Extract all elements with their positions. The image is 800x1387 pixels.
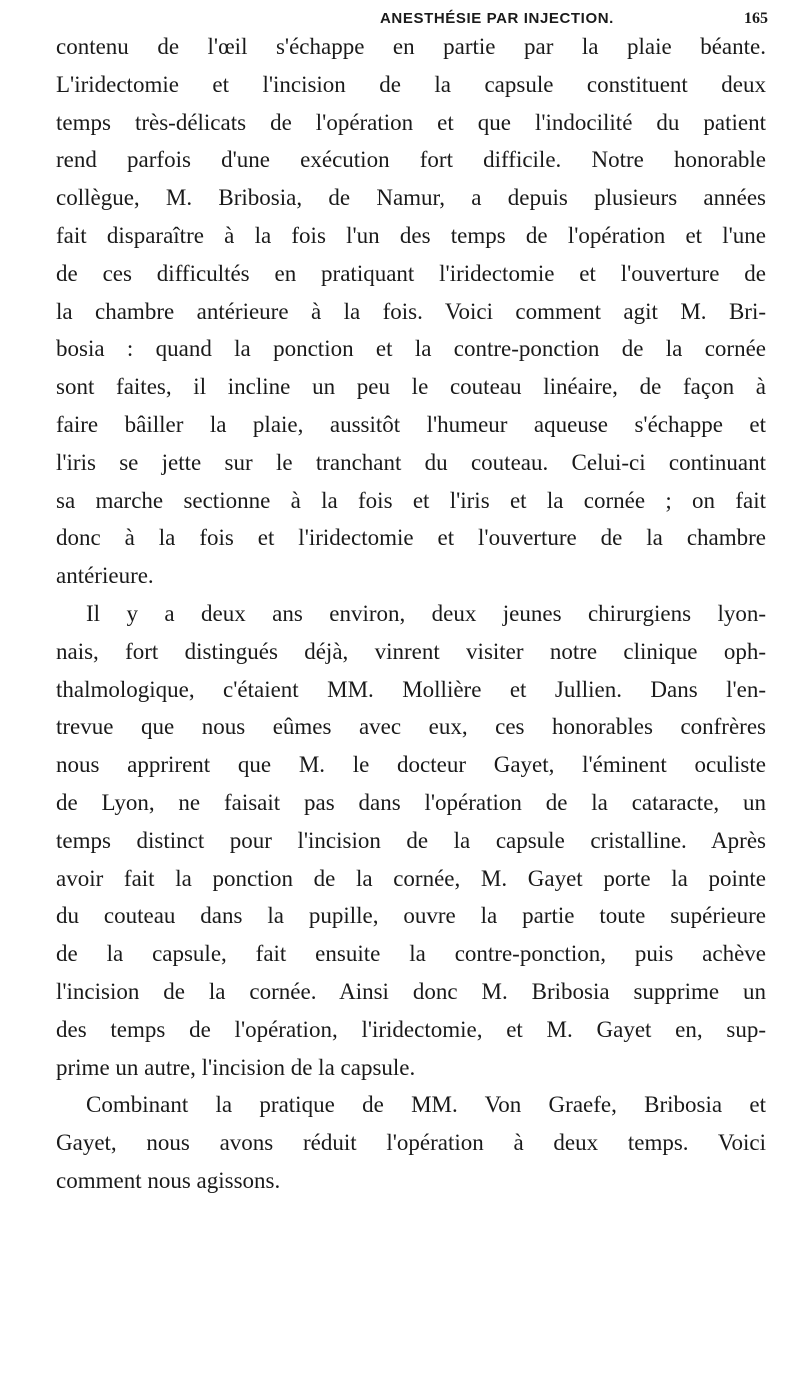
text-line: sont faites, il incline un peu le couteau linéaire, de façon à (56, 374, 766, 400)
body-text (56, 28, 766, 1200)
text-line: des temps de l'opération, l'iridectomie, et M. Gayet en, sup- (56, 1016, 766, 1042)
text-line: nais, fort distingués déjà, vinrent visiter notre clinique oph- (56, 638, 766, 664)
text-line: antérieure. (56, 563, 154, 589)
text-line: Combinant la pratique de MM. Von Graefe, Bribosia et (86, 1092, 766, 1118)
text-line: de la capsule, fait ensuite la contre-ponction, puis achève (56, 941, 766, 967)
text-line: donc à la fois et l'iridectomie et l'ouverture de la chambre (56, 525, 766, 551)
text-line: de ces difficultés en pratiquant l'iridectomie et l'ouverture de (56, 260, 766, 286)
text-line: collègue, M. Bribosia, de Namur, a depuis plusieurs années (56, 185, 766, 211)
text-line: rend parfois d'une exécution fort difficile. Notre honorable (56, 147, 766, 173)
paragraph-2 (56, 595, 766, 1086)
text-line: contenu de l'œil s'échappe en partie par la plaie béante. (56, 34, 766, 59)
text-line: de Lyon, ne faisait pas dans l'opération de la cataracte, un (56, 789, 766, 815)
running-title: ANESTHÉSIE PAR INJECTION. (380, 10, 614, 27)
text-line: comment nous agissons. (56, 1167, 281, 1193)
text-line: Il y a deux ans environ, deux jeunes chirurgiens lyon- (86, 600, 766, 626)
text-line: thalmologique, c'étaient MM. Mollière et Jullien. Dans l'en- (56, 676, 766, 702)
text-line: sa marche sectionne à la fois et l'iris et la cornée ; on fait (56, 487, 766, 513)
text-line: prime un autre, l'incision de la capsule. (56, 1054, 416, 1080)
text-line: l'iris se jette sur le tranchant du couteau. Celui-ci continuant (56, 449, 766, 475)
text-line: avoir fait la ponction de la cornée, M. Gayet porte la pointe (56, 865, 766, 891)
text-line: L'iridectomie et l'incision de la capsule constituent deux (56, 71, 766, 97)
page-number: 165 (744, 10, 768, 27)
text-line: bosia : quand la ponction et la contre-ponction de la cornée (56, 336, 766, 362)
text-line: la chambre antérieure à la fois. Voici comment agit M. Bri- (56, 298, 766, 324)
text-line: trevue que nous eûmes avec eux, ces honorables confrères (56, 714, 766, 740)
text-line: temps très-délicats de l'opération et que l'indocilité du patient (56, 109, 766, 135)
paragraph-1 (56, 28, 766, 595)
text-line: temps distinct pour l'incision de la capsule cristalline. Après (56, 827, 766, 853)
text-line: du couteau dans la pupille, ouvre la partie toute supérieure (56, 903, 766, 929)
text-line: faire bâiller la plaie, aussitôt l'humeur aqueuse s'échappe et (56, 411, 766, 437)
text-line: fait disparaître à la fois l'un des temps de l'opération et l'une (56, 222, 766, 248)
paragraph-3 (56, 1086, 766, 1199)
text-line: nous apprirent que M. le docteur Gayet, l'éminent oculiste (56, 752, 766, 778)
text-line: l'incision de la cornée. Ainsi donc M. Bribosia supprime un (56, 978, 766, 1004)
text-line: Gayet, nous avons réduit l'opération à deux temps. Voici (56, 1130, 766, 1156)
